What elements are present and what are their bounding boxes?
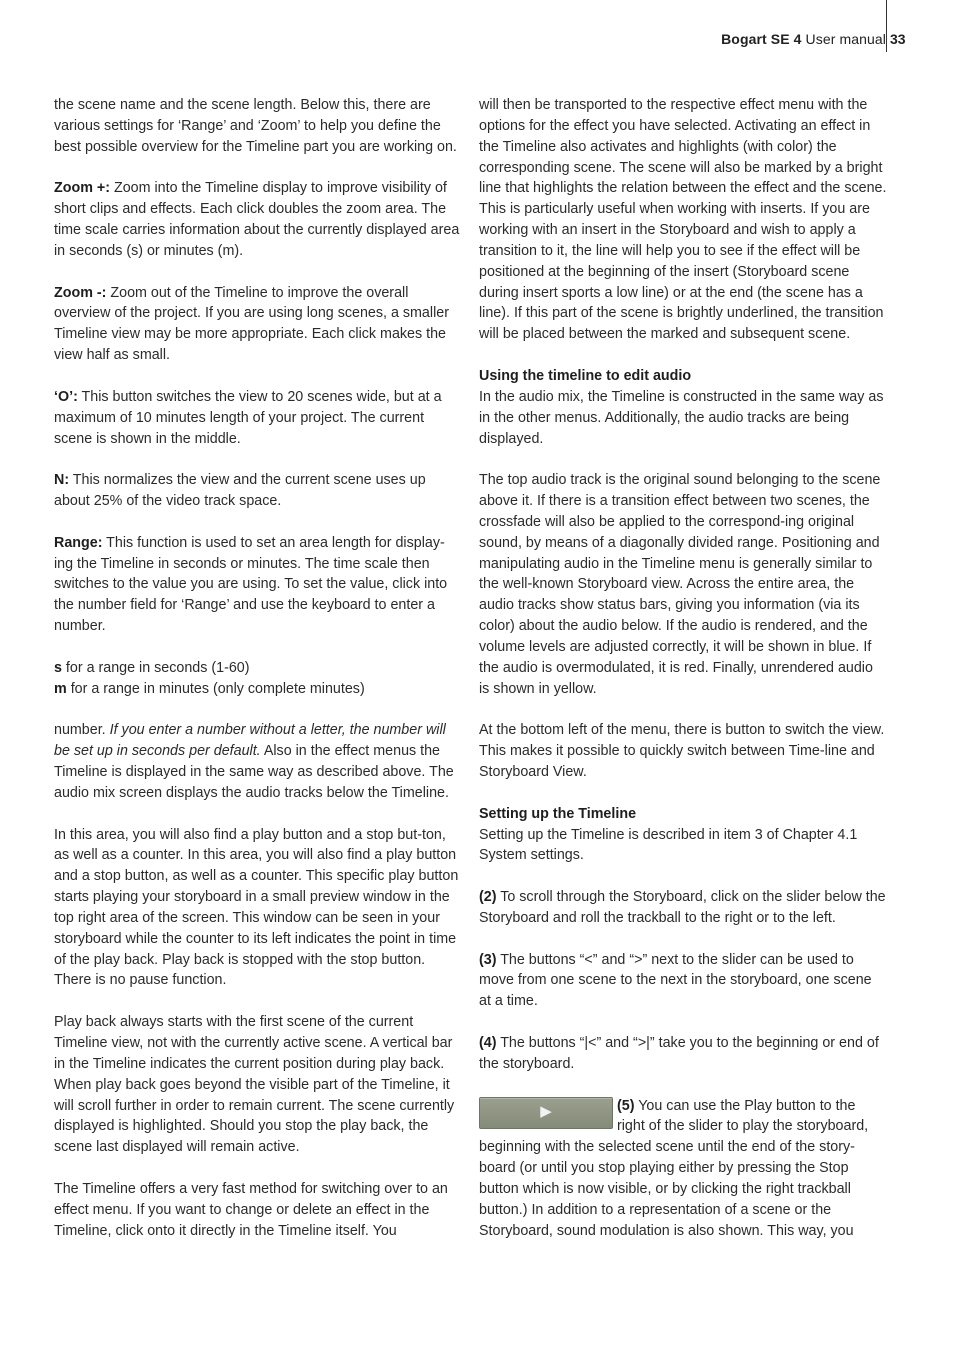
paragraph: The Timeline offers a very fast method for switching over to an effect menu. If you want to change or delete an effect in the Timeline, click onto it directly in the Timeline itself. You <box>54 1180 448 1239</box>
item-text: The buttons “|<” and “>|” take you to the beginning or end of the storyboard. <box>479 1034 879 1072</box>
term-text: Zoom out of the Timeline to improve the overall overview of the project. If you are using long scenes, a smaller Timeline view may be more appropriate. Each click makes the view half as small. <box>54 284 449 364</box>
term-label: Range: <box>54 534 103 551</box>
term-label: ‘O’: <box>54 388 78 405</box>
play-icon: ▶ <box>540 1103 552 1121</box>
header-product: Bogart SE 4 <box>721 31 802 47</box>
item-label: (5) <box>617 1097 635 1114</box>
number-paragraph <box>54 720 462 803</box>
item-4-paragraph <box>479 1033 887 1075</box>
paragraph: In this area, you will also find a play button and a stop but-ton, as well as a counter. In this area, you will also find a play button and a stop button, as well as a counter. This specific play button starts playing your storyboard in a small preview window in the top right area of the screen. This window can be seen in your storyboard while the counter to its left indicates the point in time of the play back. Play back is stopped with the stop button. There is no pause function. <box>54 826 459 989</box>
item-label: (2) <box>479 889 497 906</box>
play-button[interactable] <box>479 1097 613 1129</box>
page-number: 33 <box>890 31 906 47</box>
running-header <box>721 31 886 47</box>
item-label: (4) <box>479 1034 497 1051</box>
item-text: You can use the Play button to the right of the slider to play the storyboard, beginning with the selected scene until the end of the story-board (or until you stop playing either by pressing the Stop button which is now visible, or by clicking the right trackball button.) In addition to a representation of a scene or the Storyboard, sound modulation is also shown. This way, you <box>479 1097 869 1239</box>
right-column <box>479 95 887 1241</box>
term-label: m <box>54 680 67 697</box>
normalize-paragraph <box>54 470 462 512</box>
zoom-in-paragraph <box>54 178 462 261</box>
range-paragraph <box>54 533 462 637</box>
left-column <box>54 95 462 1241</box>
term-text: for a range in seconds (1-60) <box>61 659 250 676</box>
item-text: To scroll through the Storyboard, click on the slider below the Storyboard and roll the trackball to the right or to the left. <box>479 889 886 926</box>
item-2-paragraph <box>479 887 887 929</box>
term-text: This function is used to set an area length for display-ing the Timeline in seconds or minutes. The time scale then switches to the value you are using. To set the value, click into the number field for ‘Range’ and use the keyboard to enter a number. <box>54 534 448 635</box>
header-title: User manual <box>801 31 886 47</box>
o-button-paragraph <box>54 387 462 450</box>
term-text: This normalizes the view and the current scene uses up about 25% of the video track space. <box>54 472 426 510</box>
italic-note: If you enter a number without a letter, the number will be set up in seconds per default. <box>54 722 446 760</box>
paragraph: Play back always starts with the first scene of the current Timeline view, not with the currently active scene. A vertical bar in the Timeline indicates the current position during play back. When play back goes beyond the visible part of the Timeline, it will scroll further in order to remain current. The scene currently displayed is highlighted. Should you stop the play back, the scene last displayed will remain active. <box>54 1014 455 1156</box>
audio-section <box>479 366 887 449</box>
item-label: (3) <box>479 951 497 968</box>
term-text: for a range in minutes (only complete minutes) <box>66 680 365 697</box>
term-label: s <box>54 659 62 676</box>
term-label: N: <box>54 472 70 489</box>
term-text: This button switches the view to 20 scenes wide, but at a maximum of 10 minutes length of your project. The current scene is shown in the middle. <box>54 388 442 447</box>
section-heading: Setting up the Timeline <box>479 805 637 822</box>
section-text: In the audio mix, the Timeline is constructed in the same way as in the other menus. Additionally, the audio tracks are being displayed. <box>479 388 884 447</box>
term-label: Zoom +: <box>54 180 110 197</box>
header-divider <box>886 0 887 52</box>
term-text: Zoom into the Timeline display to improve visibility of short clips and effects. Each click doubles the zoom area. The time scale carries information about the currently displayed area in seconds (s) or minutes (m). <box>54 180 460 259</box>
paragraph: the scene name and the scene length. Below this, there are various settings for ‘Range’ and ‘Zoom’ to help you define the best possible overview for the Timeline part you are working on. <box>54 97 457 155</box>
item-3-paragraph <box>479 950 887 1013</box>
text-run: Also in the effect menus the Timeline is displayed in the same way as described above. The audio mix screen displays the audio tracks below the Timeline. <box>54 743 454 801</box>
paragraph: At the bottom left of the menu, there is button to switch the view. This makes it possible to quickly switch between Time-line and Storyboard View. <box>479 722 885 780</box>
section-text: Setting up the Timeline is described in item 3 of Chapter 4.1 System settings. <box>479 826 858 864</box>
paragraph: will then be transported to the respective effect menu with the options for the effect you have selected. Activating an effect in the Timeline also activates and highlights (with color) the corresponding scene. The scene will also be marked by a bright line that highlights the relation between the effect and the scene. This is particularly useful when working with inserts. If you are working with an insert in the Storyboard and wish to apply a transition to it, the line will help you to see if the effect will be positioned at the beginning of the insert (Storyboard scene during insert sports a low line) or at the end (the scene has a line). If this part of the scene is brightly underlined, the transition will be placed between the marked and subsequent scene. <box>479 97 887 343</box>
paragraph: The top audio track is the original sound belonging to the scene above it. If there is a transition effect between two scenes, the crossfade will also be applied to the correspond-ing original sound, by means of a diagonally divided range. Positioning and manipulating audio in the Timeline menu is generally similar to the well-known Storyboard view. Across the entire area, the audio tracks show status bars, giving you information (via its color) about the audio below. If the audio is rendered, and the volume levels are adjusted correctly, it will be shown in blue. If the audio is overmodulated, it is red. Finally, unrendered audio is shown in yellow. <box>479 472 881 697</box>
item-text: The buttons “<” and “>” next to the slider can be used to move from one scene to the next in the storyboard, one scene at a time. <box>479 951 872 1010</box>
text-run: number. <box>54 722 110 739</box>
setup-section <box>479 804 887 867</box>
item-5-paragraph <box>479 1096 887 1242</box>
zoom-out-paragraph <box>54 283 462 366</box>
range-units-paragraph <box>54 658 462 700</box>
term-label: Zoom -: <box>54 284 107 301</box>
section-heading: Using the timeline to edit audio <box>479 367 692 384</box>
